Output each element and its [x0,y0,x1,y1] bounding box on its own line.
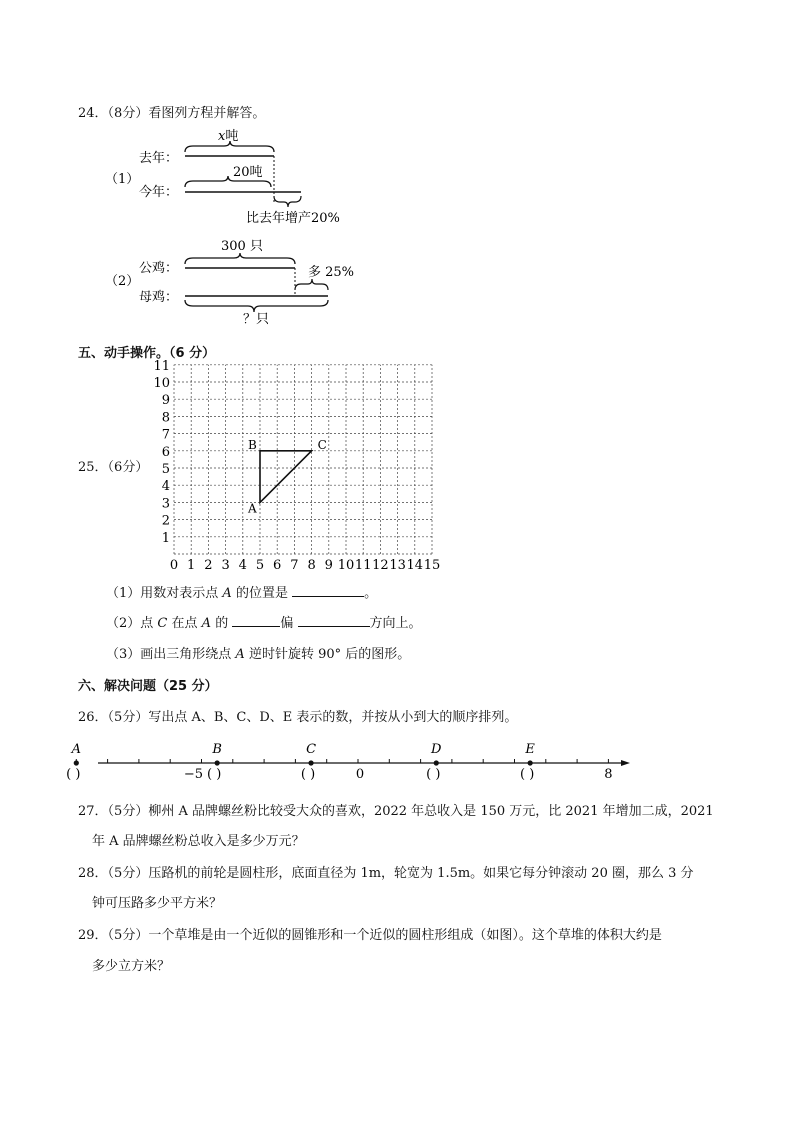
point-label-a: A [71,742,81,757]
arrow-right-icon [621,760,630,766]
y-tick-label: 1 [161,530,170,546]
y-tick-label: 5 [161,462,170,477]
q25-sub3: （3）画出三角形绕点 A 逆时针旋转 90° 后的图形。 [106,647,411,662]
x-tick-label: 2 [204,558,213,573]
y-tick-label: 10 [153,376,170,391]
q24-300-label: 300 只 [221,239,263,254]
y-tick-label: 7 [161,427,170,443]
q24-rooster-label: 公鸡： [139,261,179,276]
q26-number-line [66,734,634,784]
x-tick-label: 1 [187,558,196,573]
x-tick-label: 7 [290,558,299,573]
x-tick-label: 4 [238,558,247,573]
tick-label: −5 [183,767,204,782]
point-label-d: D [431,742,442,757]
x-tick-label: 13 [389,558,406,573]
y-tick-label: 2 [161,513,170,529]
section5-title: 五、动手操作。（6 分） [78,346,216,361]
y-tick-label: 3 [161,496,170,512]
q24-diagram [103,124,353,326]
section6-title: 六、解决问题（25 分） [78,679,218,694]
x-tick-label: 6 [273,558,282,573]
q24-unknown-label: ？只 [243,312,270,327]
y-tick-label: 4 [161,479,170,495]
x-tick-label: 0 [169,558,179,573]
point-b [215,760,220,765]
triangle-abc [260,451,312,503]
q25-sub2: （2）点 C 在点 A 的 偏 方向上。 [106,616,422,631]
q25-answer1-blank[interactable] [292,584,364,597]
point-a [74,760,79,765]
point-label-c: C [317,437,327,452]
x-tick-label: 11 [354,558,372,573]
answer-parens-e[interactable]: ( ) [520,767,535,782]
answer-parens-b[interactable]: ( ) [207,767,222,782]
q24-this-year-label: 今年： [139,185,179,200]
q28-line1: 28．（5分）压路机的前轮是圆柱形，底面直径为 1m，轮宽为 1.5m。如果它每分钟滚动 20 圈，那么 3 分 [78,866,694,881]
tick-label: 8 [604,767,613,782]
q28-line2: 钟可压路多少平方米？ [92,896,223,911]
q24-more-label: 多 25% [308,265,355,280]
q29-line2: 多少立方米？ [92,959,171,974]
point-label-b: B [248,437,257,452]
q26-text: 26．（5分）写出点 A、B、C、D、E 表示的数，并按从小到大的顺序排列。 [78,710,518,725]
answer-parens-d[interactable]: ( ) [426,767,441,782]
point-label-c: C [306,742,317,757]
x-tick-label: 5 [255,558,265,573]
point-c [308,760,313,765]
answer-parens-a[interactable]: ( ) [66,767,81,782]
q25-answer2b-blank[interactable] [298,614,370,627]
q24-hen-label: 母鸡： [139,290,179,305]
q27-line1: 27．（5分）柳州 A 品牌螺丝粉比较受大众的喜欢，2022 年总收入是 150 万元，比 2021 年增加二成，2021 [78,804,714,819]
q25-answer2a-blank[interactable] [232,614,280,627]
q29-line1: 29．（5分）一个草堆是由一个近似的圆锥形和一个近似的圆柱形组成（如图）。这个草堆的体积大约是 [78,928,662,943]
point-label-b: B [212,742,222,757]
q24-last-year-label: 去年： [139,151,179,166]
q24-part1-num: （1） [105,172,140,187]
q25-sub1: （1）用数对表示点 A 的位置是 。 [106,586,378,601]
y-tick-label: 11 [153,358,170,374]
q24-header: 24．（8分）看图列方程并解答。 [78,106,266,121]
q24-x-tons-label: x吨 [218,129,239,144]
x-tick-label: 9 [324,558,333,573]
q24-increase-note: 比去年增产20% [246,211,340,226]
answer-parens-c[interactable]: ( ) [300,767,316,782]
point-label-e: E [525,742,535,757]
point-e [528,760,533,765]
q24-20-tons-label: 20吨 [233,165,263,180]
y-tick-label: 6 [161,444,170,460]
q24-part2-num: （2） [105,274,140,289]
x-tick-label: 10 [337,558,355,573]
x-tick-label: 14 [406,558,424,573]
point-label-a: A [248,501,257,516]
q27-line2: 年 A 品牌螺丝粉总收入是多少万元？ [92,834,305,849]
x-tick-label: 15 [423,558,441,573]
x-tick-label: 3 [221,558,230,573]
x-tick-label: 8 [307,558,316,573]
x-tick-label: 12 [372,558,389,573]
y-tick-label: 9 [161,393,170,409]
point-d [434,760,439,765]
q25-num: 25．（6分） [78,460,149,475]
y-tick-label: 8 [161,410,170,426]
q25-grid [150,358,450,578]
tick-label: 0 [355,767,365,782]
